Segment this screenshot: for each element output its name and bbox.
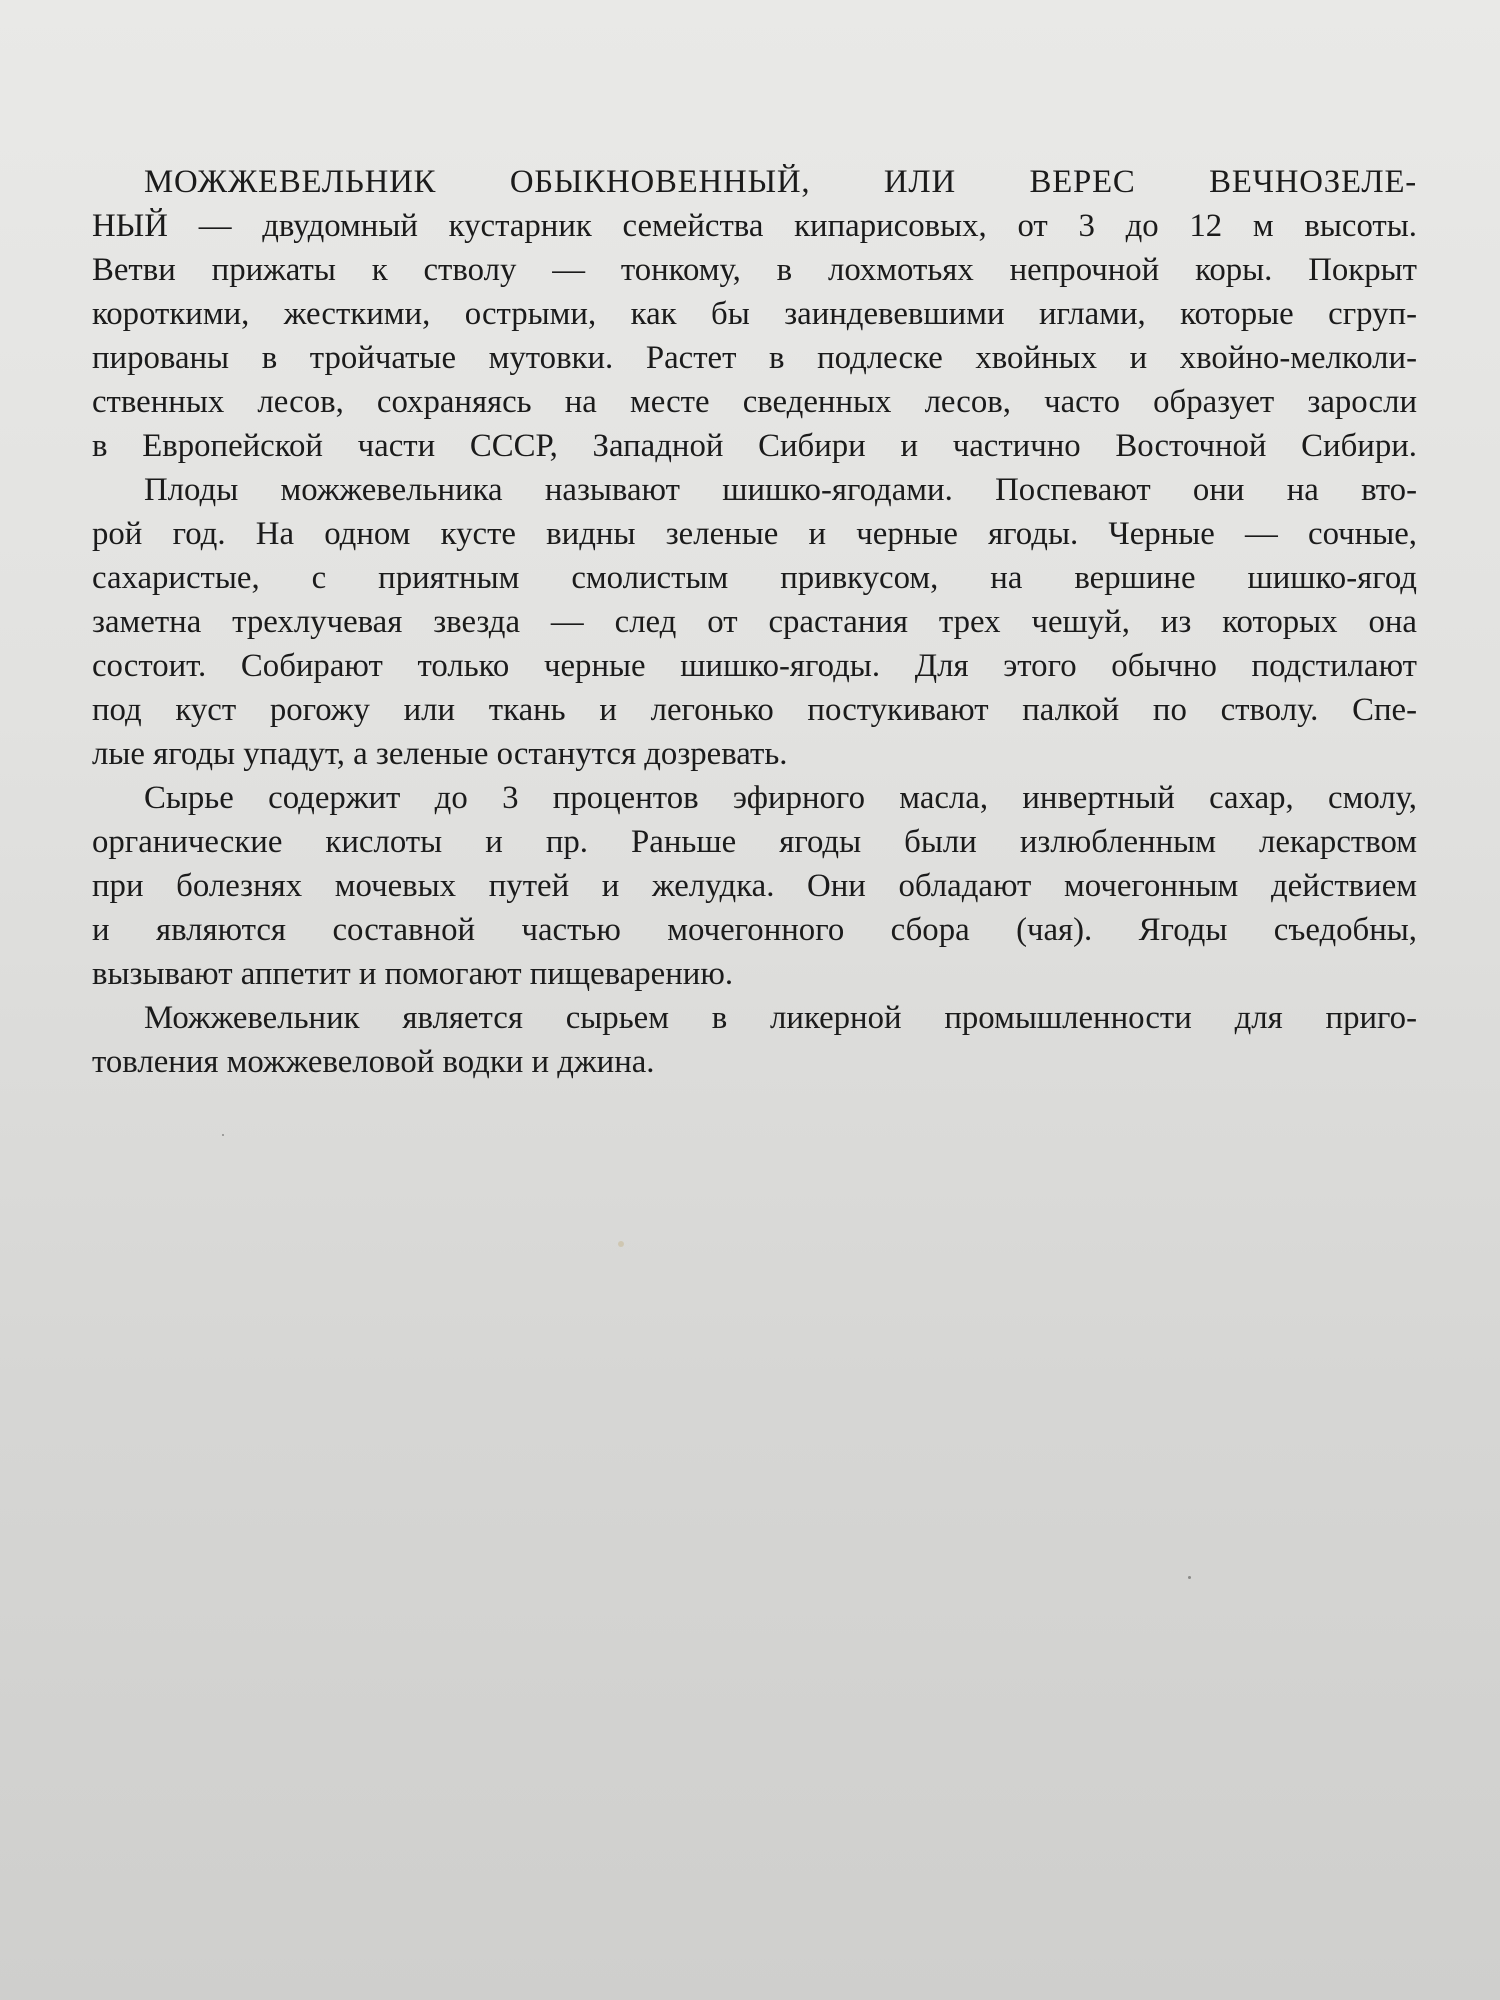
text-line: Плоды можжевельника называют шишко-ягодами. Поспевают они на вто-	[144, 472, 1417, 508]
text-line: в Европейской части СССР, Западной Сибири и частично Восточной Сибири.	[92, 428, 1417, 464]
text-line: пированы в тройчатые мутовки. Растет в подлеске хвойных и хвойно-мелколи-	[92, 340, 1417, 376]
text-line: ственных лесов, сохраняясь на месте сведенных лесов, часто образует заросли	[92, 384, 1417, 420]
paper-speck	[618, 1241, 624, 1247]
text-line: под куст рогожу или ткань и легонько постукивают палкой по стволу. Спе-	[92, 692, 1417, 728]
text-line: заметна трехлучевая звезда — след от срастания трех чешуй, из которых она	[92, 604, 1417, 640]
text-line: при болезнях мочевых путей и желудка. Они обладают мочегонным действием	[92, 868, 1417, 904]
paragraph-4	[92, 996, 1417, 1084]
paper-speck	[222, 1134, 224, 1136]
text-line: и являются составной частью мочегонного сбора (чая). Ягоды съедобны,	[92, 912, 1417, 948]
text-line: состоит. Собирают только черные шишко-ягоды. Для этого обычно подстилают	[92, 648, 1417, 684]
text-line: НЫЙ — двудомный кустарник семейства кипарисовых, от 3 до 12 м высоты.	[92, 208, 1417, 244]
text-line: товления можжевеловой водки и джина.	[92, 1044, 655, 1080]
text-line: лые ягоды упадут, а зеленые останутся дозревать.	[92, 736, 788, 772]
paragraph-2	[92, 468, 1417, 776]
text-line: МОЖЖЕВЕЛЬНИК ОБЫКНОВЕННЫЙ, ИЛИ ВЕРЕС ВЕЧНОЗЕЛЕ-	[144, 164, 1417, 200]
text-line: Сырье содержит до 3 процентов эфирного масла, инвертный сахар, смолу,	[144, 780, 1417, 816]
text-line: рой год. На одном кусте видны зеленые и черные ягоды. Черные — сочные,	[92, 516, 1417, 552]
text-line: Ветви прижаты к стволу — тонкому, в лохмотьях непрочной коры. Покрыт	[92, 252, 1417, 288]
text-line: вызывают аппетит и помогают пищеварению.	[92, 956, 734, 992]
paragraph-1	[92, 160, 1417, 468]
paragraph-3	[92, 776, 1417, 996]
paper-speck	[1188, 1576, 1191, 1579]
text-line: короткими, жесткими, острыми, как бы заиндевевшими иглами, которые сгруп-	[92, 296, 1417, 332]
article-text	[92, 160, 1417, 1084]
text-line: Можжевельник является сырьем в ликерной промышленности для приго-	[144, 1000, 1417, 1036]
text-line: органические кислоты и пр. Раньше ягоды были излюбленным лекарством	[92, 824, 1417, 860]
text-line: сахаристые, с приятным смолистым привкусом, на вершине шишко-ягод	[92, 560, 1417, 596]
